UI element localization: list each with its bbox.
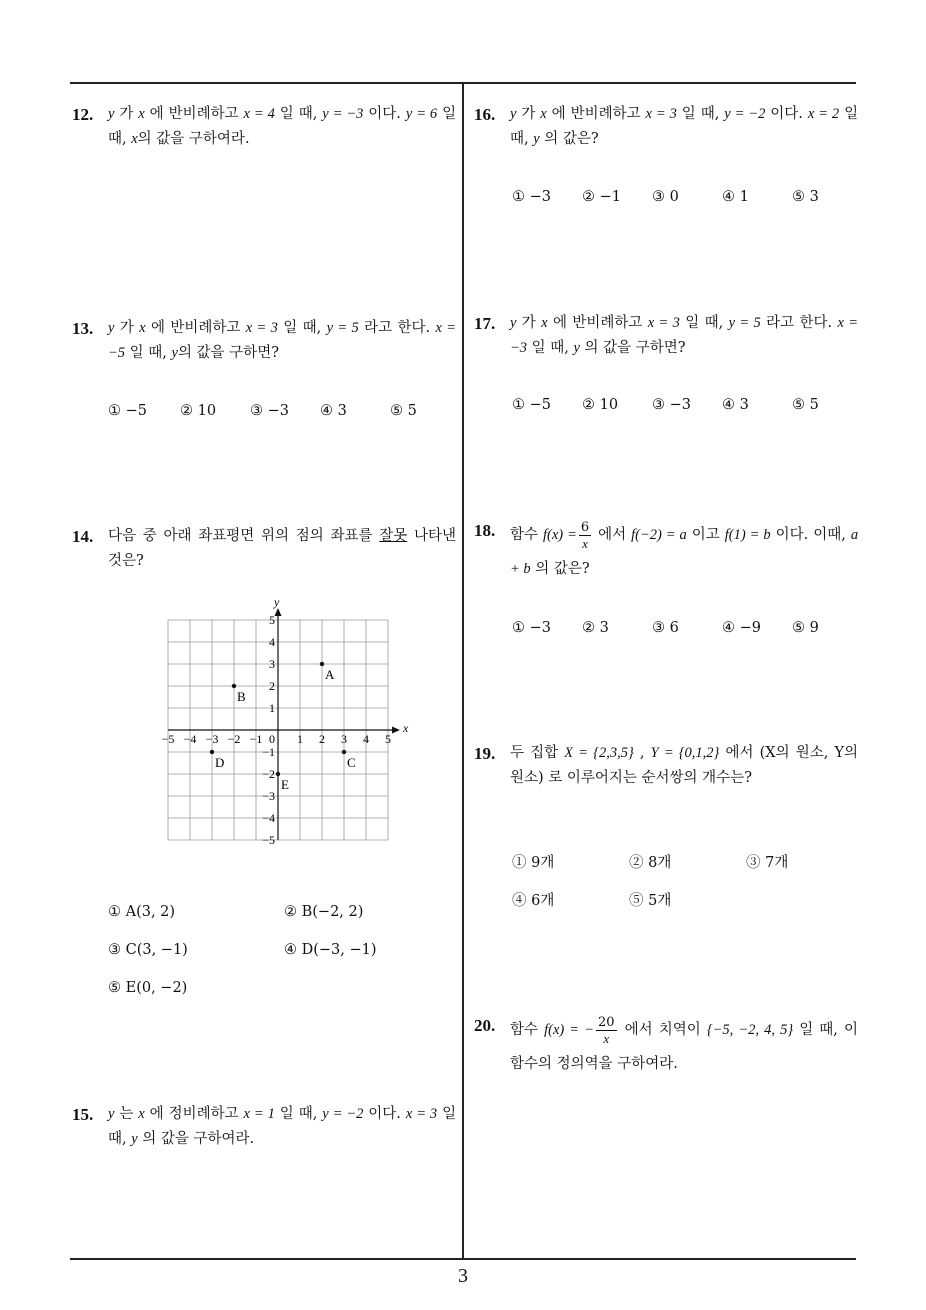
choice[interactable]: ⑤ 5 xyxy=(390,403,417,419)
x-tick-label: −1 xyxy=(249,732,263,746)
fraction: $\frac{6}{x}$ xyxy=(580,519,590,551)
choice[interactable]: ① −3 xyxy=(512,189,551,205)
y-tick-label: 5 xyxy=(269,613,275,627)
choice[interactable]: ① A(3, 2) xyxy=(108,904,176,920)
choice[interactable]: ⑤ E(0, −2) xyxy=(108,980,188,996)
question-stem: 다음 중 아래 좌표평면 위의 점의 좌표를 잘못 나타낸 것은? xyxy=(108,528,457,569)
point-a xyxy=(320,662,324,666)
choice[interactable]: ① −3 xyxy=(512,620,551,636)
point-label-c: C xyxy=(347,755,356,770)
point-label-d: D xyxy=(215,755,225,770)
choice[interactable]: ③ −3 xyxy=(652,397,691,413)
y-tick-label: −5 xyxy=(262,833,275,847)
plotted-points xyxy=(210,662,356,792)
question-number: 18. xyxy=(474,521,496,540)
question-number: 19. xyxy=(474,744,496,763)
fraction: $\frac{20}{x}$ xyxy=(597,1014,615,1046)
choice[interactable]: ① −5 xyxy=(512,397,551,413)
x-tick-label: −4 xyxy=(183,732,197,746)
coordinate-plane xyxy=(155,595,409,848)
choice[interactable]: ⑤ 9 xyxy=(792,620,819,636)
question-stem: 함수 f(x) = $\frac{6}{x}$ 에서 f(−2) = a 이고 f(1) = b 이다. 이때, a + b 의 값은? xyxy=(510,519,859,577)
y-tick-label: 3 xyxy=(269,657,275,671)
question-stem: y 가 x 에 반비례하고 x = 3 일 때, y = 5 라고 한다. x = −3 일 때, y 의 값을 구하면? xyxy=(510,315,859,356)
y-tick-label: −4 xyxy=(262,811,275,825)
point-label-a: A xyxy=(325,667,335,682)
question-stem: y 는 x 에 정비례하고 x = 1 일 때, y = −2 이다. x = 3 일 때, y 의 값을 구하여라. xyxy=(108,1106,457,1147)
choice[interactable]: ② B(−2, 2) xyxy=(284,904,364,920)
point-b xyxy=(232,684,236,688)
y-tick-label: −1 xyxy=(262,745,275,759)
question-number: 17. xyxy=(474,314,496,333)
question-18 xyxy=(474,518,858,586)
choice[interactable]: ④ 3 xyxy=(320,403,347,419)
x-tick-label: 4 xyxy=(363,732,369,746)
question-number: 15. xyxy=(72,1105,94,1124)
choice[interactable]: ② 8개 xyxy=(629,855,672,871)
x-tick-label: −3 xyxy=(205,732,219,746)
choice[interactable]: ② 3 xyxy=(582,620,609,636)
point-e xyxy=(276,772,280,776)
point-label-e: E xyxy=(281,777,289,792)
question-number: 16. xyxy=(474,105,496,124)
question-number: 13. xyxy=(72,319,94,338)
question-stem: 함수 f(x) = − $\frac{20}{x}$ 에서 치역이 {−5, −2, 4, 5} 일 때, 이 함수의 정의역을 구하여라. xyxy=(510,1014,859,1072)
question-19 xyxy=(474,741,858,791)
choice[interactable]: ③ 6 xyxy=(652,620,679,636)
point-d xyxy=(210,750,214,754)
page-number: 3 xyxy=(458,1265,468,1287)
choice[interactable]: ⑤ 5 xyxy=(792,397,819,413)
question-13 xyxy=(72,316,456,366)
choice[interactable]: ④ 6개 xyxy=(512,893,555,909)
question-12 xyxy=(72,102,456,152)
choice[interactable]: ⑤ 3 xyxy=(792,189,819,205)
choice[interactable]: ① 9개 xyxy=(512,855,555,871)
question-number: 12. xyxy=(72,105,94,124)
choice[interactable]: ③ C(3, −1) xyxy=(108,942,188,958)
x-tick-label: 1 xyxy=(297,732,303,746)
y-tick-label: 2 xyxy=(269,679,275,693)
choice[interactable]: ④ 1 xyxy=(722,189,749,205)
question-stem: 두 집합 X = {2,3,5} , Y = {0,1,2} 에서 (X의 원소, Y의 원소) 로 이루어지는 순서쌍의 개수는? xyxy=(510,745,859,786)
origin-label: 0 xyxy=(269,732,275,746)
choice[interactable]: ② 10 xyxy=(180,403,217,419)
x-tick-label: 5 xyxy=(385,732,391,746)
x-axis-label: x xyxy=(403,721,409,735)
x-tick-label: −2 xyxy=(227,732,241,746)
question-15 xyxy=(72,1102,456,1152)
y-axis-label: y xyxy=(274,595,280,609)
x-tick-label: 3 xyxy=(341,732,347,746)
x-tick-label: −5 xyxy=(161,732,175,746)
question-stem: y 가 x 에 반비례하고 x = 4 일 때, y = −3 이다. y = 6 일 때, x의 값을 구하여라. xyxy=(108,106,457,147)
point-c xyxy=(342,750,346,754)
column-divider xyxy=(462,82,464,1259)
choice[interactable]: ④ D(−3, −1) xyxy=(284,942,377,958)
choice[interactable]: ④ −9 xyxy=(722,620,761,636)
y-tick-label: 1 xyxy=(269,701,275,715)
question-number: 20. xyxy=(474,1016,496,1035)
question-stem: y 가 x 에 반비례하고 x = 3 일 때, y = 5 라고 한다. x = −5 일 때, y의 값을 구하면? xyxy=(108,320,457,361)
question-20 xyxy=(474,1013,858,1081)
choice[interactable]: ③ 7개 xyxy=(746,855,789,871)
question-16 xyxy=(474,102,858,152)
choice[interactable]: ⑤ 5개 xyxy=(629,893,672,909)
question-14 xyxy=(72,524,456,574)
question-stem: y 가 x 에 반비례하고 x = 3 일 때, y = −2 이다. x = 2 일 때, y 의 값은? xyxy=(510,106,859,147)
choice[interactable]: ② −1 xyxy=(582,189,621,205)
choice[interactable]: ③ −3 xyxy=(250,403,289,419)
axes xyxy=(168,595,409,840)
question-17 xyxy=(474,311,858,361)
y-tick-label: −3 xyxy=(262,789,275,803)
question-number: 14. xyxy=(72,527,94,546)
point-label-b: B xyxy=(237,689,246,704)
y-axis-arrow xyxy=(275,608,282,616)
choice[interactable]: ① −5 xyxy=(108,403,147,419)
x-tick-label: 2 xyxy=(319,732,325,746)
y-tick-label: −2 xyxy=(262,767,275,781)
x-axis-arrow xyxy=(392,727,400,734)
choice[interactable]: ② 10 xyxy=(582,397,619,413)
y-tick-label: 4 xyxy=(269,635,275,649)
choice[interactable]: ③ 0 xyxy=(652,189,679,205)
choice[interactable]: ④ 3 xyxy=(722,397,749,413)
